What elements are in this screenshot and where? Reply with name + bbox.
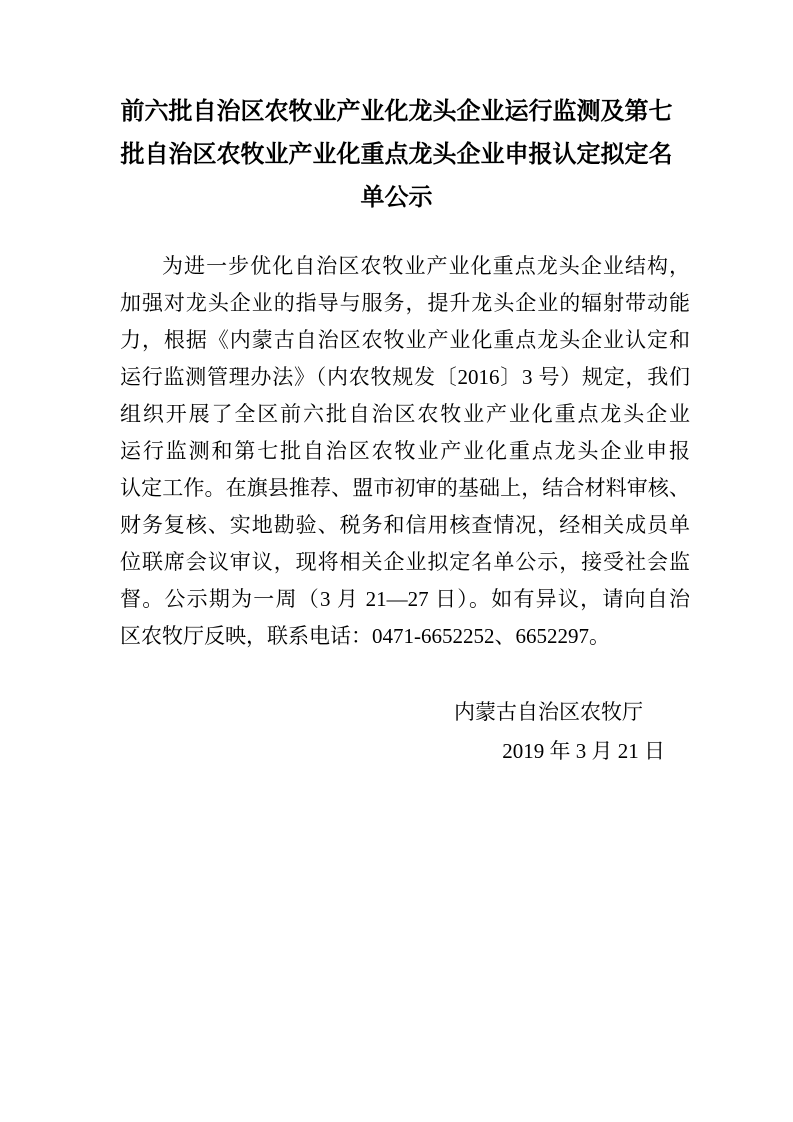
- body-line: 财务复核、实地勘验、税务和信用核查情况，经相关成员单: [120, 513, 690, 537]
- title-line-2: 批自治区农牧业产业化重点龙头企业申报认定拟定名: [120, 141, 673, 168]
- body-line: 运行监测管理办法》（内农牧规发〔2016〕3 号）规定，我们: [120, 365, 690, 389]
- body-line: 加强对龙头企业的指导与服务，提升龙头企业的辐射带动能: [120, 291, 690, 315]
- body-line: 区农牧厅反映，联系电话：0471-6652252、6652297。: [120, 624, 610, 648]
- signature-organization: 内蒙古自治区农牧厅: [454, 700, 643, 724]
- body-line: 为进一步优化自治区农牧业产业化重点龙头企业结构，: [162, 254, 690, 278]
- title-line-3: 单公示: [360, 184, 433, 211]
- body-line: 力，根据《内蒙古自治区农牧业产业化重点龙头企业认定和: [120, 328, 690, 352]
- body-line: 位联席会议审议，现将相关企业拟定名单公示，接受社会监: [120, 550, 690, 574]
- document-body: [120, 248, 690, 655]
- document-title: [112, 90, 681, 219]
- body-line: 运行监测和第七批自治区农牧业产业化重点龙头企业申报: [120, 439, 690, 463]
- body-line: 组织开展了全区前六批自治区农牧业产业化重点龙头企业: [120, 402, 690, 426]
- signature-date: 2019 年 3 月 21 日: [502, 739, 665, 763]
- body-line: 认定工作。在旗县推荐、盟市初审的基础上，结合材料审核、: [120, 476, 690, 500]
- body-line: 督。公示期为一周（3 月 21—27 日）。如有异议，请向自治: [120, 587, 690, 611]
- title-line-1: 前六批自治区农牧业产业化龙头企业运行监测及第七: [120, 98, 673, 125]
